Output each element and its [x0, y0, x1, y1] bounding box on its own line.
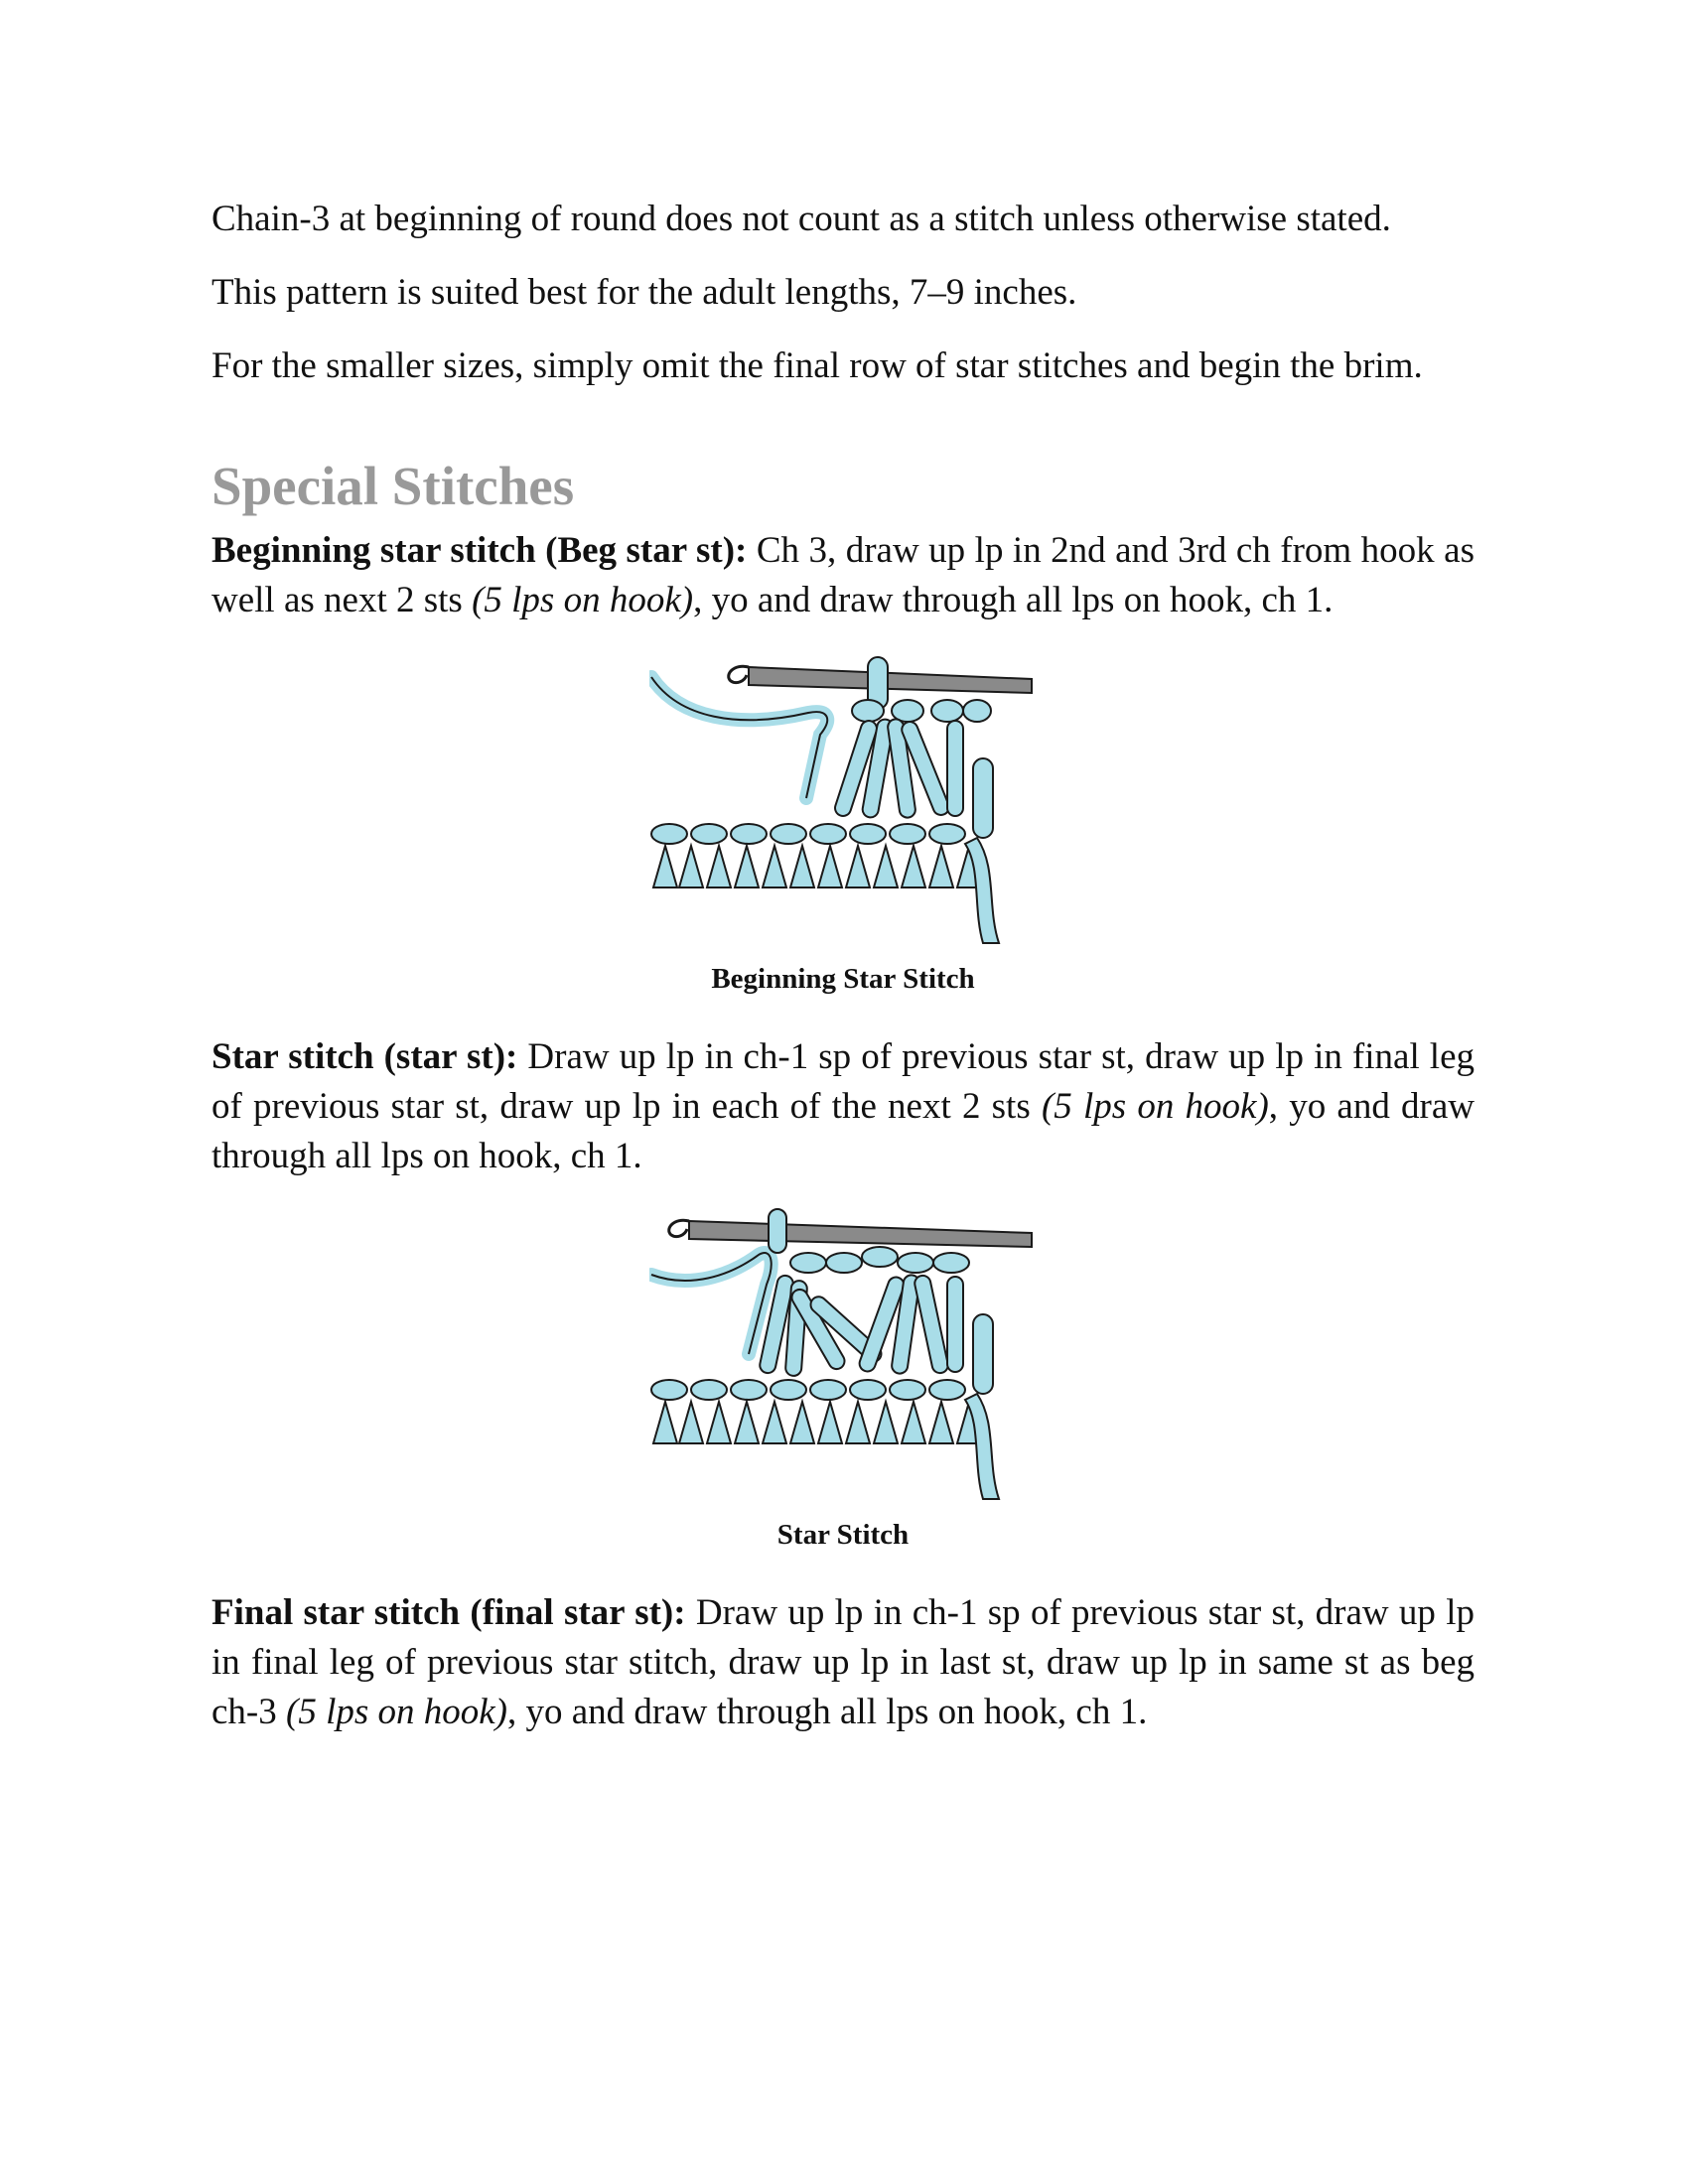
- stitch-text: , yo and draw through all lps on hook, ch 1.: [211, 1086, 1476, 1176]
- note-smaller-sizes: For the smaller sizes, simply omit the final row of star stitches and begin the brim.: [211, 345, 1423, 386]
- figure-caption: Beginning Star Stitch: [711, 963, 975, 995]
- stitch-term: Star stitch (star st):: [211, 1036, 518, 1077]
- note-chain3: Chain-3 at beginning of round does not count as a stitch unless otherwise stated.: [211, 199, 1391, 239]
- stitch-text: Ch 3, draw up lp in 2nd and 3rd ch from hook as well as next 2 sts: [211, 530, 1475, 620]
- note-adult-lengths: This pattern is suited best for the adult lengths, 7–9 inches.: [211, 272, 1077, 313]
- stitch-term: Final star stitch (final star st):: [211, 1592, 686, 1633]
- stitch-italic: (5 lps on hook): [1041, 1086, 1269, 1127]
- star-stitch-illustration: [649, 1205, 1037, 1503]
- stitch-text: Draw up lp in ch-1 sp of previous star st, draw up lp in final leg of previous star st, draw up lp in each of the next 2 sts: [211, 1036, 1476, 1127]
- stitch-definition-star: [211, 1032, 1475, 1181]
- stitch-definition-beg-star: [211, 526, 1475, 625]
- figure-caption: Star Stitch: [776, 1519, 910, 1551]
- stitch-text: , yo and draw through all lps on hook, ch 1.: [693, 580, 1334, 620]
- page-content: [211, 195, 1475, 1737]
- stitch-term: Beginning star stitch (Beg star st):: [211, 530, 748, 571]
- stitch-italic: (5 lps on hook): [472, 580, 694, 620]
- section-title: Special Stitches: [211, 456, 575, 516]
- figure-star-stitch: [211, 1205, 1475, 1553]
- stitch-text: , yo and draw through all lps on hook, ch 1.: [507, 1692, 1148, 1732]
- stitch-italic: (5 lps on hook): [286, 1692, 507, 1732]
- beginning-star-stitch-illustration: [649, 649, 1037, 947]
- stitch-text: Draw up lp in ch-1 sp of previous star st, draw up lp in final leg of previous star stitch, draw up lp in last st, draw up lp in same st as beg ch-3: [211, 1592, 1475, 1732]
- stitch-definition-final-star: [211, 1588, 1475, 1737]
- figure-beginning-star-stitch: [211, 649, 1475, 997]
